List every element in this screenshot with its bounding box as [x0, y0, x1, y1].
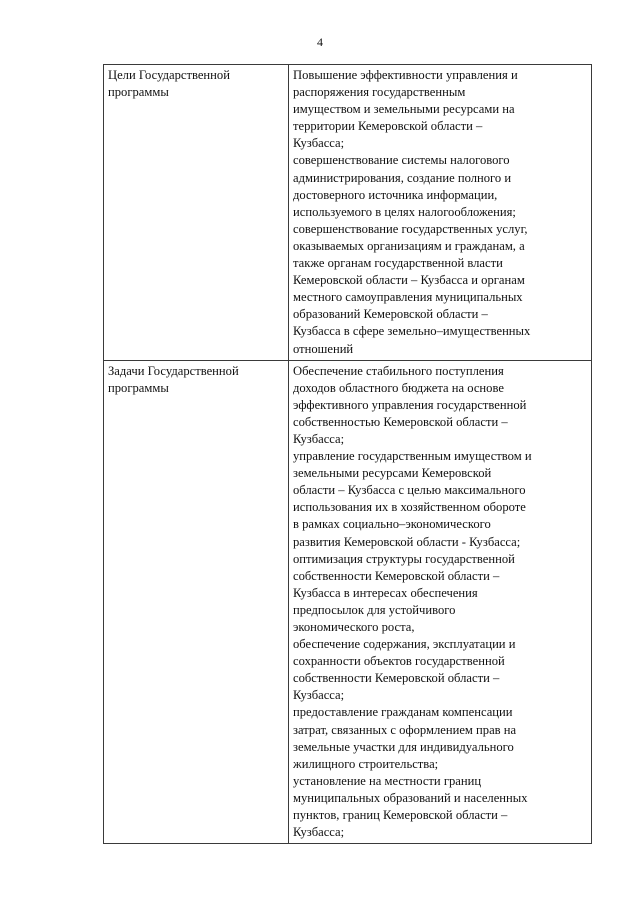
text-line: оказываемых организациям и гражданам, а — [293, 238, 525, 253]
text-line: предпосылок для устойчивого — [293, 602, 456, 617]
row-label-cell — [104, 65, 289, 361]
text-line: Кузбасса; — [293, 431, 345, 446]
row-value-cell — [289, 65, 592, 361]
text-line: используемого в целях налогообложения; — [293, 204, 516, 219]
text-line: собственности Кемеровской области – — [293, 568, 500, 583]
text-line: совершенствование государственных услуг, — [293, 221, 528, 236]
text-line: затрат, связанных с оформлением прав на — [293, 722, 517, 737]
text-line: Кузбасса в интересах обеспечения — [293, 585, 478, 600]
text-line: территории Кемеровской области – — [293, 119, 483, 134]
text-line: земельными ресурсами Кемеровской — [293, 466, 492, 481]
text-line: совершенствование системы налогового — [293, 153, 510, 168]
text-line: развития Кемеровской области - Кузбасса; — [293, 534, 521, 549]
text-line: области – Кузбасса с целью максимального — [293, 483, 526, 498]
text-line: собственности Кемеровской области – — [293, 671, 500, 686]
text-line: муниципальных образований и населенных — [293, 790, 528, 805]
text-line: установление на местности границ — [293, 773, 482, 788]
text-line: Кузбасса; — [293, 136, 345, 151]
text-line: распоряжения государственным — [293, 85, 466, 100]
row-value-cell — [289, 360, 592, 844]
text-line: использования их в хозяйственном обороте — [293, 500, 526, 515]
text-line: образований Кемеровской области – — [293, 307, 488, 322]
text-line: достоверного источника информации, — [293, 187, 498, 202]
text-line: эффективного управления государственной — [293, 397, 527, 412]
text-line: Кузбасса в сфере земельно–имущественных — [293, 324, 531, 339]
text-line: в рамках социально–экономического — [293, 517, 491, 532]
text-line: предоставление гражданам компенсации — [293, 705, 513, 720]
text-line: администрирования, создание полного и — [293, 170, 512, 185]
row-label: Задачи Государственной программы — [108, 363, 239, 395]
row-label-cell — [104, 360, 289, 844]
text-line: Кузбасса; — [293, 825, 345, 840]
text-line: местного самоуправления муниципальных — [293, 290, 523, 305]
text-line: собственностью Кемеровской области – — [293, 414, 508, 429]
program-passport-table — [103, 64, 592, 844]
page-number: 4 — [317, 35, 323, 49]
text-line: жилищного строительства; — [293, 756, 439, 771]
text-line: отношений — [293, 341, 354, 356]
text-line: экономического роста, — [293, 620, 415, 634]
text-line: пунктов, границ Кемеровской области – — [293, 808, 508, 823]
text-line: имуществом и земельными ресурсами на — [293, 102, 515, 117]
text-line: управление государственным имуществом и — [293, 449, 532, 464]
text-line: оптимизация структуры государственной — [293, 551, 515, 566]
text-line: доходов областного бюджета на основе — [293, 380, 504, 395]
text-line: земельные участки для индивидуального — [293, 739, 514, 754]
text-line: Повышение эффективности управления и — [293, 68, 518, 82]
text-line: Обеспечение стабильного поступления — [293, 363, 504, 378]
row-label: Цели Государственной программы — [108, 68, 230, 100]
text-line: обеспечение содержания, эксплуатации и — [293, 637, 516, 652]
text-line: сохранности объектов государственной — [293, 654, 505, 669]
table-row — [104, 65, 592, 361]
table-row — [104, 360, 592, 844]
text-line: также органам государственной власти — [293, 256, 503, 271]
text-line: Кузбасса; — [293, 688, 345, 703]
text-line: Кемеровской области – Кузбасса и органам — [293, 273, 525, 288]
